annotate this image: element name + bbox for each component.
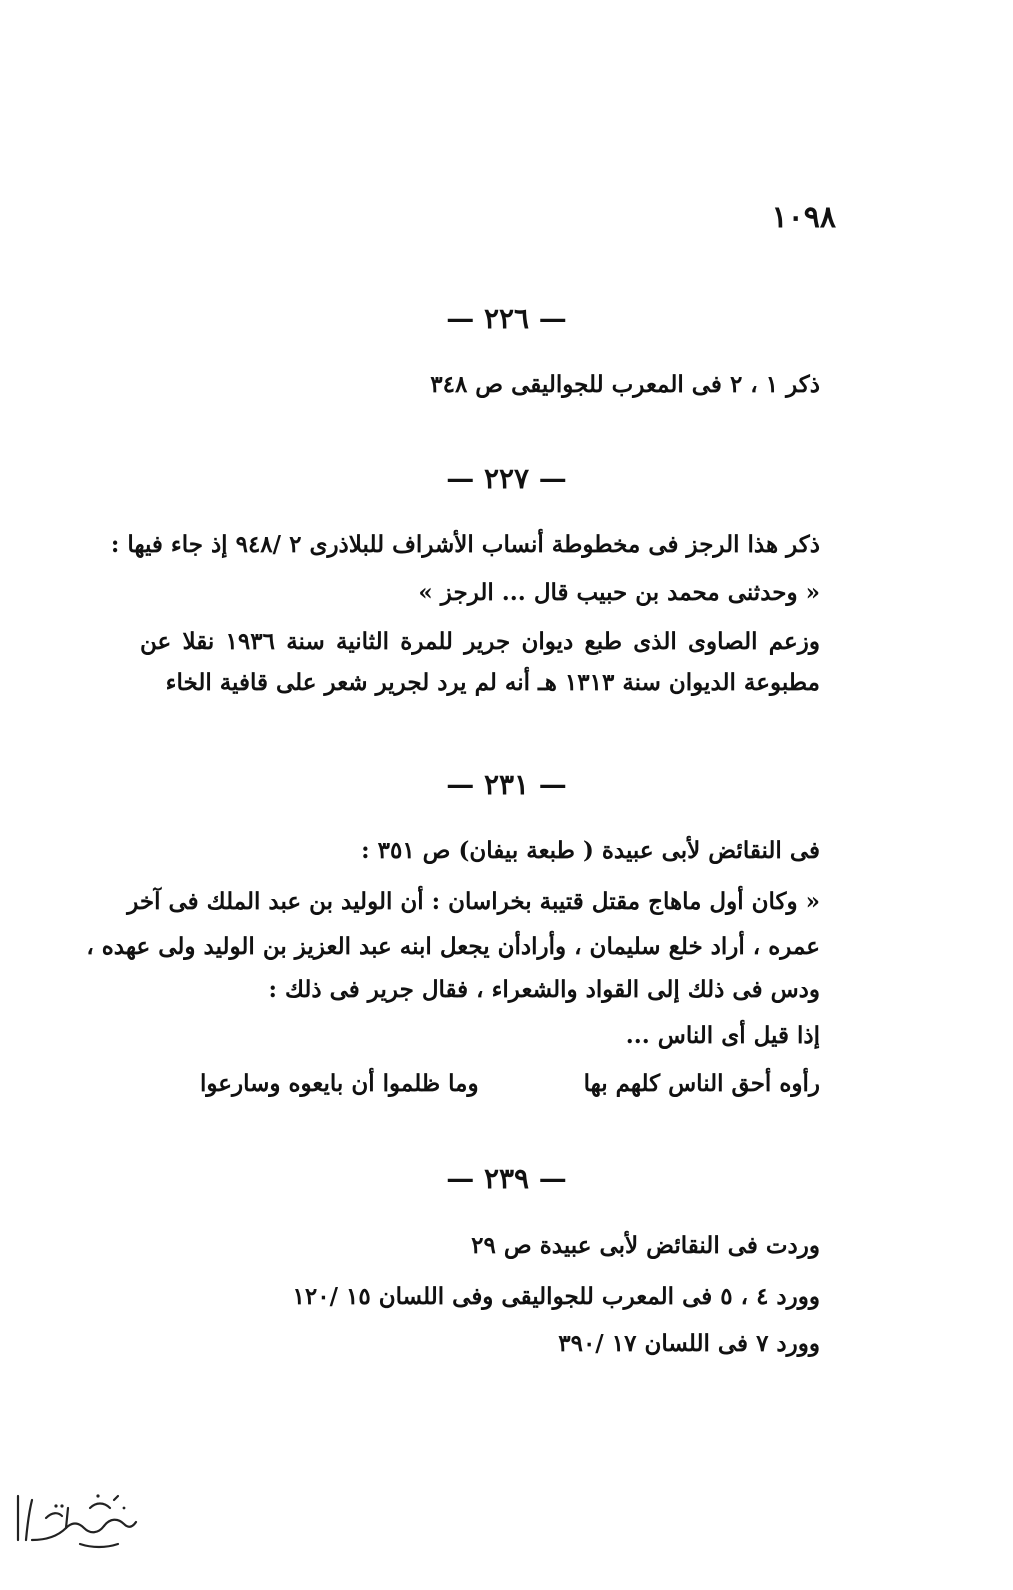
- section-227-line-2: « وحدثنى محمد بن حبيب قال ... الرجز »: [418, 579, 820, 606]
- section-226-line-1: ذكر ١ ، ٢ فى المعرب للجواليقى ص ٣٤٨: [430, 371, 820, 398]
- section-227-line-4: مطبوعة الديوان سنة ١٣١٣ هـ أنه لم يرد لجرير شعر على قافية الخاء: [165, 669, 820, 696]
- section-231-line-2: « وكان أول ماهاج مقتل قتيبة بخراسان : أن الوليد بن عبد الملك فى آخر: [127, 888, 820, 915]
- section-231-line-1: فى النقائض لأبى عبيدة ( طبعة بيفان) ص ٣٥١ :: [361, 837, 820, 864]
- calligraphy-stamp-logo: [6, 1478, 146, 1558]
- section-239-line-2: وورد ٤ ، ٥ فى المعرب للجواليقى وفى اللسان ١٥ /١٢٠: [292, 1283, 820, 1310]
- section-239-line-1: وردت فى النقائض لأبى عبيدة ص ٢٩: [471, 1232, 820, 1259]
- section-227-line-3: وزعم الصاوى الذى طبع ديوان جرير للمرة الثانية سنة ١٩٣٦ نقلا عن: [140, 628, 820, 655]
- section-231-line-4: ودس فى ذلك إلى القواد والشعراء ، فقال جرير فى ذلك :: [268, 976, 820, 1003]
- page-number: ١٠٩٨: [771, 200, 836, 235]
- verse-second-hemistich: وما ظلموا أن بايعوه وسارعوا: [200, 1070, 479, 1097]
- section-heading-227: — ٢٢٧ —: [446, 462, 567, 495]
- section-231-line-5: إذا قيل أى الناس ...: [625, 1022, 820, 1049]
- section-heading-226: — ٢٢٦ —: [446, 302, 567, 335]
- verse-first-hemistich: رأوه أحق الناس كلهم بها: [583, 1070, 820, 1097]
- section-heading-231: — ٢٣١ —: [446, 768, 567, 801]
- section-231-line-3: عمره ، أراد خلع سليمان ، وأرادأن يجعل ابنه عبد العزيز بن الوليد ولى عهده ،: [86, 933, 820, 960]
- section-heading-239: — ٢٣٩ —: [446, 1162, 567, 1195]
- section-227-line-1: ذكر هذا الرجز فى مخطوطة أنساب الأشراف للبلاذرى ٢ /٩٤٨ إذ جاء فيها :: [110, 531, 820, 558]
- section-239-line-3: وورد ٧ فى اللسان ١٧ /٣٩٠: [558, 1330, 820, 1357]
